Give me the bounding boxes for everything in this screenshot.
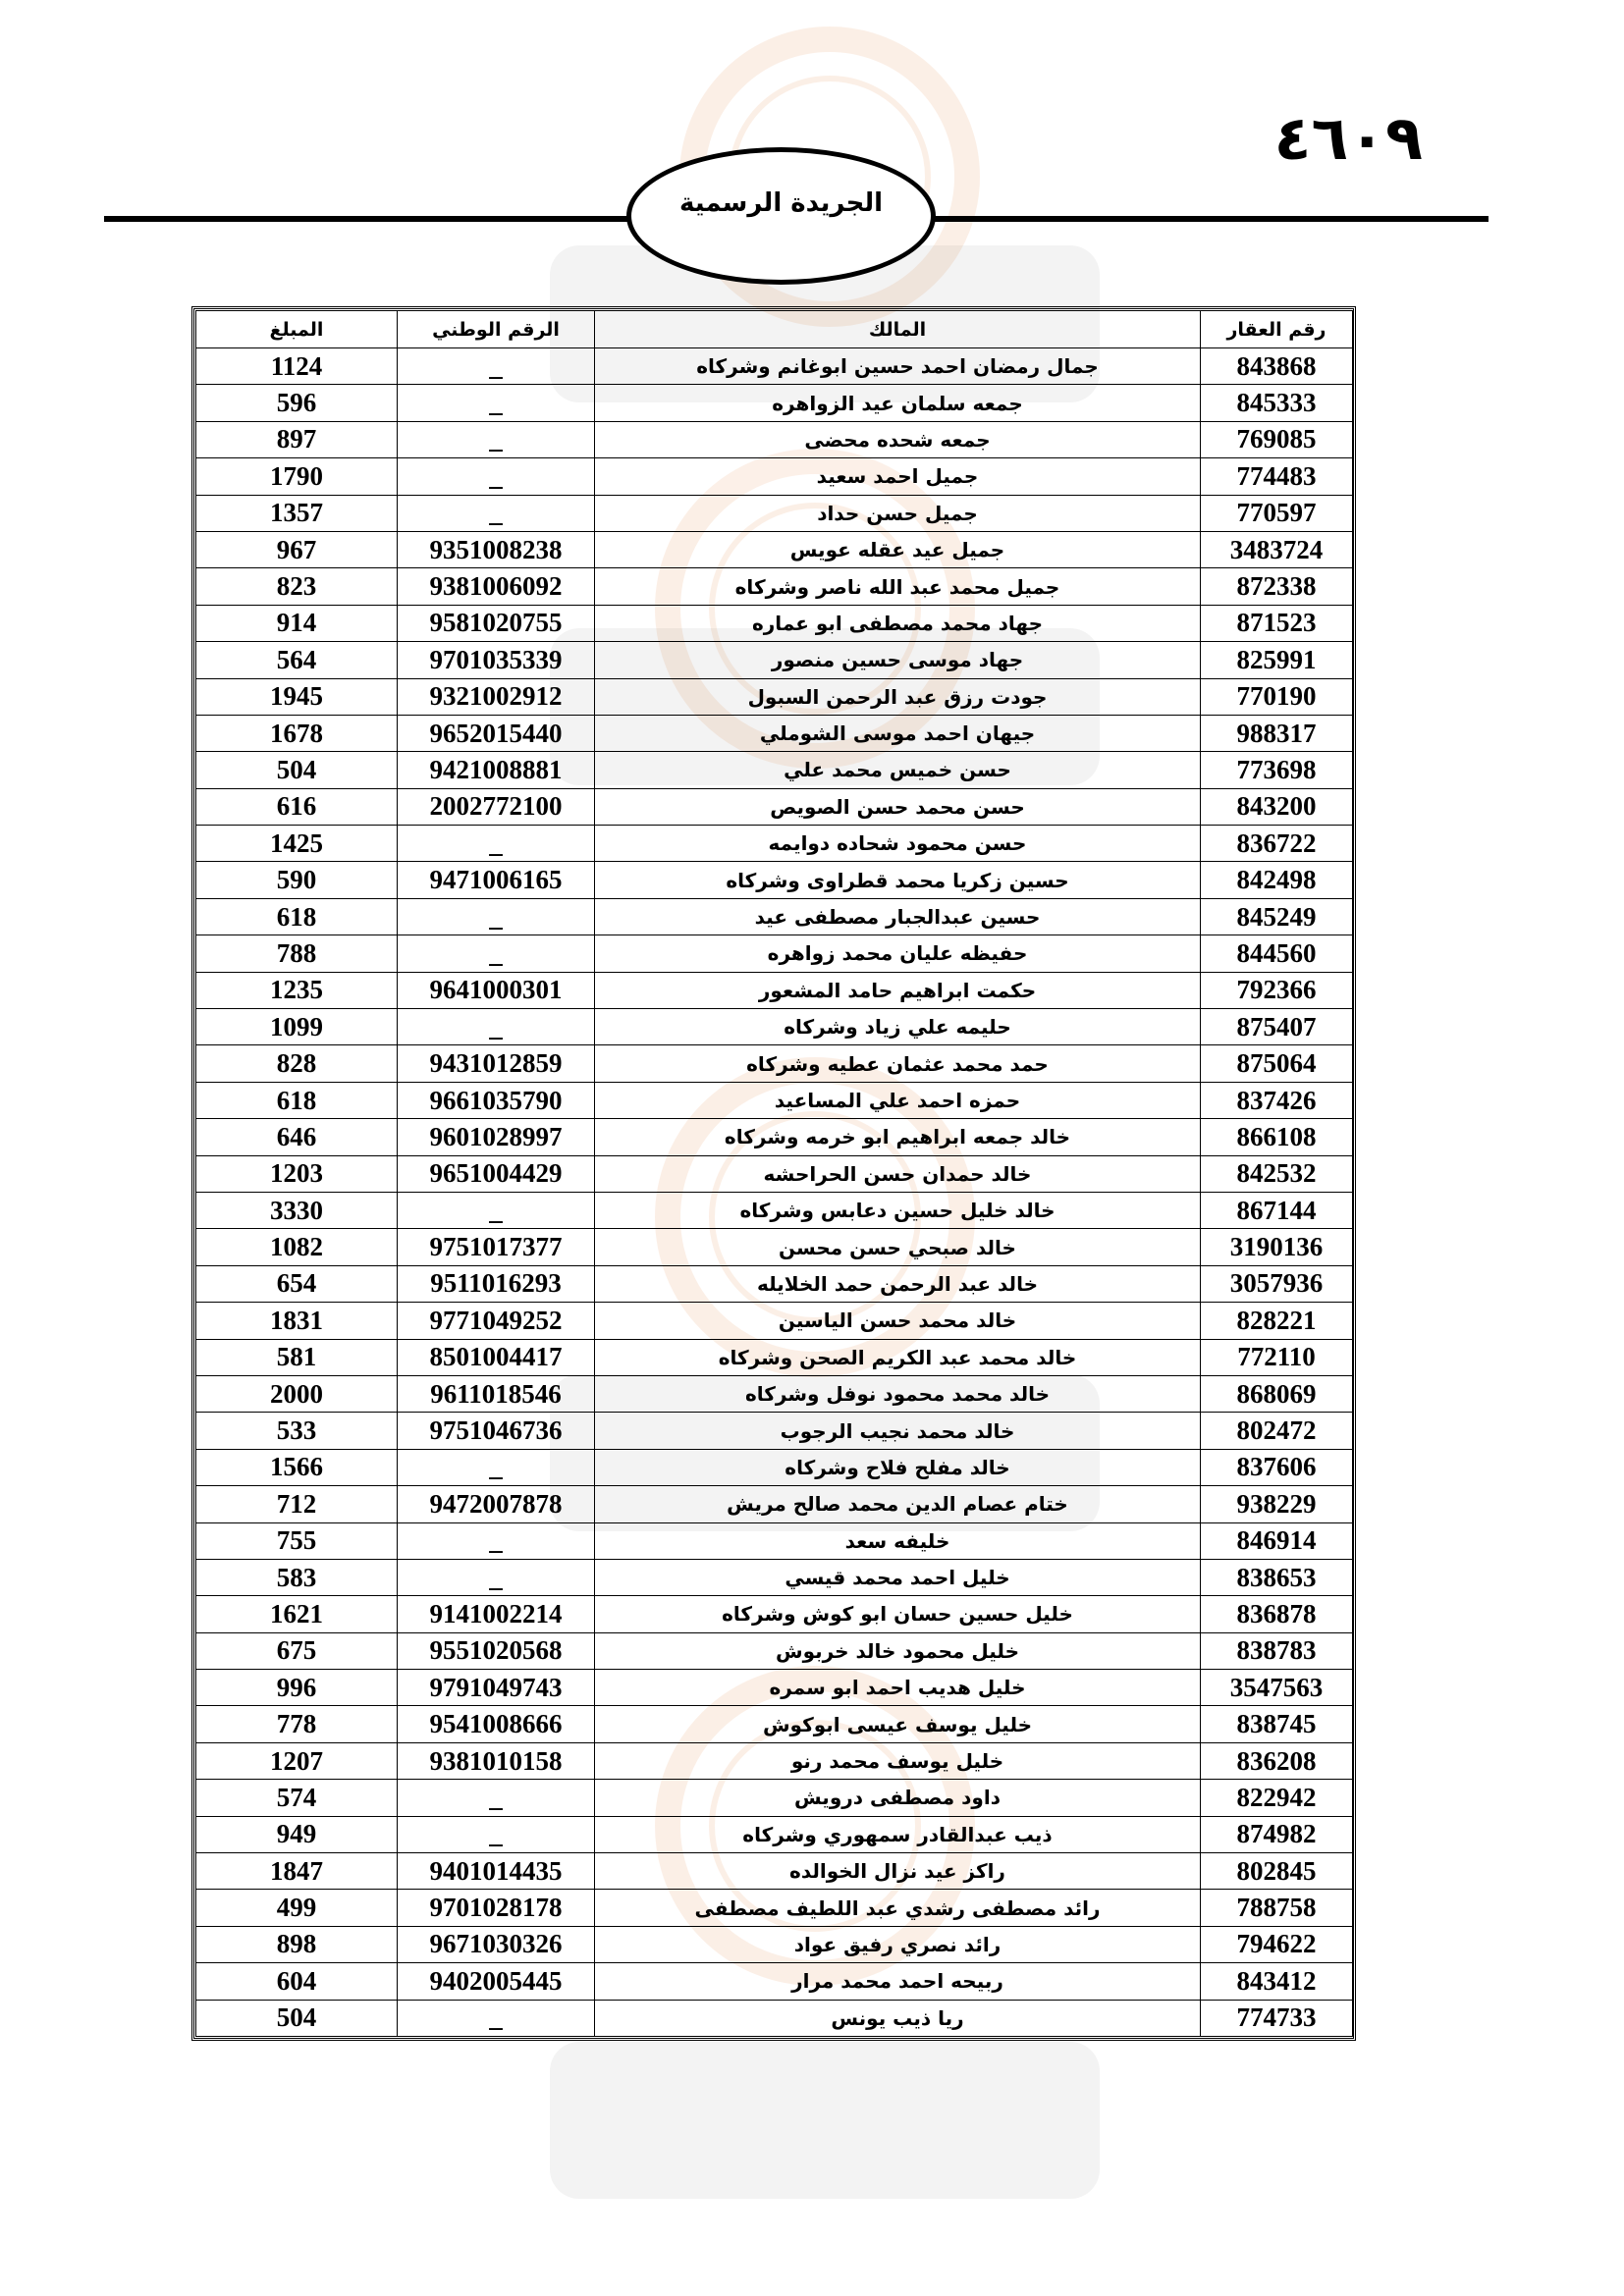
national-id-cell: 9701028178 xyxy=(398,1890,595,1926)
amount-cell: 1099 xyxy=(196,1009,398,1045)
property-number-cell: 836878 xyxy=(1201,1596,1353,1632)
table-row xyxy=(196,1890,1353,1926)
table-row xyxy=(196,1155,1353,1192)
owner-cell: جميل محمد عبد الله ناصر وشركاه xyxy=(595,568,1201,605)
table-row xyxy=(196,1780,1353,1816)
table-row xyxy=(196,972,1353,1008)
table-row xyxy=(196,1963,1353,2000)
national-id-cell: 9381010158 xyxy=(398,1742,595,1779)
table-row xyxy=(196,1082,1353,1118)
national-id-cell: 9402005445 xyxy=(398,1963,595,2000)
amount-cell: 1124 xyxy=(196,348,398,385)
amount-cell: 778 xyxy=(196,1706,398,1742)
amount-cell: 788 xyxy=(196,935,398,972)
table-row xyxy=(196,678,1353,715)
header-oval xyxy=(626,147,936,285)
property-number-cell: 871523 xyxy=(1201,605,1353,641)
national-id-cell: _ xyxy=(398,1009,595,1045)
national-id-cell: 9652015440 xyxy=(398,715,595,751)
amount-cell: 1203 xyxy=(196,1155,398,1192)
table-row xyxy=(196,1670,1353,1706)
national-id-cell: _ xyxy=(398,898,595,934)
table-row xyxy=(196,1596,1353,1632)
table-row xyxy=(196,752,1353,788)
owner-cell: خالد خليل حسين دعابس وشركاه xyxy=(595,1192,1201,1228)
table-row xyxy=(196,788,1353,825)
table-row xyxy=(196,826,1353,862)
amount-cell: 581 xyxy=(196,1339,398,1375)
national-id-cell: _ xyxy=(398,935,595,972)
owner-cell: خليل هديب احمد ابو سمره xyxy=(595,1670,1201,1706)
table-row xyxy=(196,1486,1353,1522)
owners-table-frame xyxy=(191,306,1356,2041)
table-row xyxy=(196,1045,1353,1082)
owner-cell: جهاد محمد مصطفى ابو عماره xyxy=(595,605,1201,641)
table-row xyxy=(196,1375,1353,1412)
property-number-cell: 838653 xyxy=(1201,1559,1353,1595)
owner-cell: رائد مصطفى رشدي عبد اللطيف مصطفى xyxy=(595,1890,1201,1926)
property-number-cell: 836208 xyxy=(1201,1742,1353,1779)
amount-cell: 499 xyxy=(196,1890,398,1926)
property-number-cell: 843412 xyxy=(1201,1963,1353,2000)
amount-cell: 533 xyxy=(196,1413,398,1449)
table-row xyxy=(196,495,1353,531)
table-row xyxy=(196,1706,1353,1742)
amount-cell: 1790 xyxy=(196,458,398,495)
national-id-cell: _ xyxy=(398,348,595,385)
owner-cell: ريا ذيب يونس xyxy=(595,2000,1201,2036)
property-number-cell: 875407 xyxy=(1201,1009,1353,1045)
property-number-cell: 802472 xyxy=(1201,1413,1353,1449)
amount-cell: 828 xyxy=(196,1045,398,1082)
owner-cell: داود مصطفى درويش xyxy=(595,1780,1201,1816)
amount-cell: 1357 xyxy=(196,495,398,531)
property-number-cell: 842532 xyxy=(1201,1155,1353,1192)
owner-cell: خليل يوسف عيسى ابوكوش xyxy=(595,1706,1201,1742)
property-number-cell: 842498 xyxy=(1201,862,1353,898)
owner-cell: ربيحه احمد محمد مرار xyxy=(595,1963,1201,2000)
property-number-cell: 837606 xyxy=(1201,1449,1353,1485)
property-number-cell: 843868 xyxy=(1201,348,1353,385)
national-id-cell: 9421008881 xyxy=(398,752,595,788)
table-row xyxy=(196,1339,1353,1375)
property-number-cell: 868069 xyxy=(1201,1375,1353,1412)
national-id-cell: _ xyxy=(398,385,595,421)
page-number: ٤٦٠٩ xyxy=(1273,102,1423,174)
owner-cell: حسن محمد حسن الصويص xyxy=(595,788,1201,825)
amount-cell: 755 xyxy=(196,1522,398,1559)
amount-cell: 898 xyxy=(196,1926,398,1962)
national-id-cell: 8501004417 xyxy=(398,1339,595,1375)
property-number-cell: 837426 xyxy=(1201,1082,1353,1118)
amount-cell: 504 xyxy=(196,2000,398,2036)
property-number-cell: 845249 xyxy=(1201,898,1353,934)
property-number-cell: 3057936 xyxy=(1201,1265,1353,1302)
amount-cell: 564 xyxy=(196,642,398,678)
owners-table xyxy=(195,310,1353,2037)
amount-cell: 1621 xyxy=(196,1596,398,1632)
owner-cell: خليل محمود خالد خربوش xyxy=(595,1632,1201,1669)
amount-cell: 616 xyxy=(196,788,398,825)
owner-cell: حمد محمد عثمان عطيه وشركاه xyxy=(595,1045,1201,1082)
property-number-cell: 838783 xyxy=(1201,1632,1353,1669)
table-row xyxy=(196,1522,1353,1559)
amount-cell: 897 xyxy=(196,421,398,457)
national-id-cell: 9471006165 xyxy=(398,862,595,898)
national-id-cell: 9472007878 xyxy=(398,1486,595,1522)
owner-cell: جمال رمضان احمد حسين ابوغانم وشركاه xyxy=(595,348,1201,385)
owner-cell: خليل حسين حسان ابو كوش وشركاه xyxy=(595,1596,1201,1632)
amount-cell: 618 xyxy=(196,898,398,934)
table-row xyxy=(196,1192,1353,1228)
owner-cell: خالد حمدان حسن الحراحشه xyxy=(595,1155,1201,1192)
table-row xyxy=(196,2000,1353,2036)
property-number-cell: 792366 xyxy=(1201,972,1353,1008)
property-number-cell: 845333 xyxy=(1201,385,1353,421)
table-header-row xyxy=(196,311,1353,348)
property-number-cell: 836722 xyxy=(1201,826,1353,862)
property-number-cell: 794622 xyxy=(1201,1926,1353,1962)
table-row xyxy=(196,1449,1353,1485)
property-number-cell: 875064 xyxy=(1201,1045,1353,1082)
property-number-cell: 3483724 xyxy=(1201,531,1353,567)
table-row xyxy=(196,458,1353,495)
owner-cell: جمعه سلمان عيد الزواهره xyxy=(595,385,1201,421)
national-id-cell: 9751046736 xyxy=(398,1413,595,1449)
national-id-cell: 9641000301 xyxy=(398,972,595,1008)
national-id-cell: _ xyxy=(398,2000,595,2036)
table-row xyxy=(196,1265,1353,1302)
amount-cell: 967 xyxy=(196,531,398,567)
national-id-cell: 9541008666 xyxy=(398,1706,595,1742)
amount-cell: 914 xyxy=(196,605,398,641)
national-id-cell: 9771049252 xyxy=(398,1303,595,1339)
national-id-cell: 9431012859 xyxy=(398,1045,595,1082)
property-number-cell: 867144 xyxy=(1201,1192,1353,1228)
amount-cell: 996 xyxy=(196,1670,398,1706)
national-id-cell: 9651004429 xyxy=(398,1155,595,1192)
owner-cell: خليل احمد محمد قيسي xyxy=(595,1559,1201,1595)
owner-cell: خالد محمد محمود نوفل وشركاه xyxy=(595,1375,1201,1412)
column-header-amount: المبلغ xyxy=(196,311,398,348)
table-row xyxy=(196,1009,1353,1045)
property-number-cell: 772110 xyxy=(1201,1339,1353,1375)
table-row xyxy=(196,385,1353,421)
owner-cell: رائد نصري رفيق عواد xyxy=(595,1926,1201,1962)
national-id-cell: 9601028997 xyxy=(398,1119,595,1155)
property-number-cell: 988317 xyxy=(1201,715,1353,751)
table-row xyxy=(196,935,1353,972)
property-number-cell: 774483 xyxy=(1201,458,1353,495)
amount-cell: 618 xyxy=(196,1082,398,1118)
amount-cell: 1678 xyxy=(196,715,398,751)
property-number-cell: 773698 xyxy=(1201,752,1353,788)
national-id-cell: 9351008238 xyxy=(398,531,595,567)
amount-cell: 1207 xyxy=(196,1742,398,1779)
gazette-title: الجريدة الرسمية xyxy=(679,188,883,218)
owner-cell: خالد محمد حسن الياسين xyxy=(595,1303,1201,1339)
table-row xyxy=(196,1413,1353,1449)
owner-cell: حكمت ابراهيم حامد المشعور xyxy=(595,972,1201,1008)
national-id-cell: 9611018546 xyxy=(398,1375,595,1412)
owner-cell: حسن محمود شحاده دوايمه xyxy=(595,826,1201,862)
national-id-cell: _ xyxy=(398,1192,595,1228)
owner-cell: خالد صبحي حسن محسن xyxy=(595,1229,1201,1265)
amount-cell: 1425 xyxy=(196,826,398,862)
property-number-cell: 874982 xyxy=(1201,1816,1353,1852)
owner-cell: خالد عبد الرحمن حمد الخلايله xyxy=(595,1265,1201,1302)
property-number-cell: 822942 xyxy=(1201,1780,1353,1816)
column-header-property: رقم العقار xyxy=(1201,311,1353,348)
amount-cell: 1831 xyxy=(196,1303,398,1339)
owner-cell: حفيظه عليان محمد زواهره xyxy=(595,935,1201,972)
owner-cell: حليمه علي زياد وشركاه xyxy=(595,1009,1201,1045)
table-row xyxy=(196,1816,1353,1852)
property-number-cell: 938229 xyxy=(1201,1486,1353,1522)
national-id-cell: 9321002912 xyxy=(398,678,595,715)
owner-cell: خالد محمد نجيب الرجوب xyxy=(595,1413,1201,1449)
property-number-cell: 843200 xyxy=(1201,788,1353,825)
table-row xyxy=(196,1632,1353,1669)
national-id-cell: 9551020568 xyxy=(398,1632,595,1669)
owner-cell: جودت رزق عبد الرحمن السبول xyxy=(595,678,1201,715)
owner-cell: راكز عيد نزال الخوالده xyxy=(595,1853,1201,1890)
property-number-cell: 774733 xyxy=(1201,2000,1353,2036)
owner-cell: خالد محمد عبد الكريم الصحن وشركاه xyxy=(595,1339,1201,1375)
national-id-cell: 2002772100 xyxy=(398,788,595,825)
amount-cell: 675 xyxy=(196,1632,398,1669)
national-id-cell: 9381006092 xyxy=(398,568,595,605)
table-row xyxy=(196,1119,1353,1155)
column-header-owner: المالك xyxy=(595,311,1201,348)
property-number-cell: 788758 xyxy=(1201,1890,1353,1926)
national-id-cell: 9141002214 xyxy=(398,1596,595,1632)
owner-cell: ختام عصام الدين محمد صالح مريش xyxy=(595,1486,1201,1522)
owner-cell: حسين عبدالجبار مصطفى عيد xyxy=(595,898,1201,934)
table-row xyxy=(196,862,1353,898)
table-row xyxy=(196,348,1353,385)
amount-cell: 1235 xyxy=(196,972,398,1008)
national-id-cell: 9701035339 xyxy=(398,642,595,678)
owner-cell: حسن خميس محمد علي xyxy=(595,752,1201,788)
property-number-cell: 802845 xyxy=(1201,1853,1353,1890)
table-row xyxy=(196,898,1353,934)
owner-cell: جمعه شحده محضى xyxy=(595,421,1201,457)
table-row xyxy=(196,1926,1353,1962)
amount-cell: 583 xyxy=(196,1559,398,1595)
amount-cell: 590 xyxy=(196,862,398,898)
property-number-cell: 770190 xyxy=(1201,678,1353,715)
amount-cell: 1945 xyxy=(196,678,398,715)
owner-cell: خالد مفلح فلاح وشركاه xyxy=(595,1449,1201,1485)
table-row xyxy=(196,1853,1353,1890)
property-number-cell: 825991 xyxy=(1201,642,1353,678)
national-id-cell: _ xyxy=(398,1449,595,1485)
table-row xyxy=(196,1559,1353,1595)
table-row xyxy=(196,531,1353,567)
owner-cell: خليفه سعد xyxy=(595,1522,1201,1559)
national-id-cell: _ xyxy=(398,1559,595,1595)
amount-cell: 949 xyxy=(196,1816,398,1852)
owner-cell: جيهان احمد موسى الشوملي xyxy=(595,715,1201,751)
table-row xyxy=(196,1742,1353,1779)
amount-cell: 1566 xyxy=(196,1449,398,1485)
owner-cell: خليل يوسف محمد رنو xyxy=(595,1742,1201,1779)
table-row xyxy=(196,1229,1353,1265)
property-number-cell: 770597 xyxy=(1201,495,1353,531)
owner-cell: جهاد موسى حسين منصور xyxy=(595,642,1201,678)
table-row xyxy=(196,642,1353,678)
property-number-cell: 872338 xyxy=(1201,568,1353,605)
table-row xyxy=(196,605,1353,641)
amount-cell: 574 xyxy=(196,1780,398,1816)
property-number-cell: 844560 xyxy=(1201,935,1353,972)
property-number-cell: 866108 xyxy=(1201,1119,1353,1155)
owner-cell: جميل حسن حداد xyxy=(595,495,1201,531)
table-row xyxy=(196,568,1353,605)
amount-cell: 646 xyxy=(196,1119,398,1155)
national-id-cell: 9401014435 xyxy=(398,1853,595,1890)
owner-cell: جميل عيد عقله عويس xyxy=(595,531,1201,567)
property-number-cell: 846914 xyxy=(1201,1522,1353,1559)
owner-cell: حمزه احمد علي المساعيد xyxy=(595,1082,1201,1118)
owner-cell: خالد جمعه ابراهيم ابو خرمه وشركاه xyxy=(595,1119,1201,1155)
table-row xyxy=(196,715,1353,751)
national-id-cell: _ xyxy=(398,1780,595,1816)
property-number-cell: 3190136 xyxy=(1201,1229,1353,1265)
owner-cell: حسين زكريا محمد قطراوى وشركاه xyxy=(595,862,1201,898)
national-id-cell: 9751017377 xyxy=(398,1229,595,1265)
national-id-cell: 9511016293 xyxy=(398,1265,595,1302)
national-id-cell: _ xyxy=(398,826,595,862)
property-number-cell: 3547563 xyxy=(1201,1670,1353,1706)
national-id-cell: 9581020755 xyxy=(398,605,595,641)
amount-cell: 2000 xyxy=(196,1375,398,1412)
owner-cell: ذيب عبدالقادر سمهوري وشركاه xyxy=(595,1816,1201,1852)
national-id-cell: _ xyxy=(398,495,595,531)
amount-cell: 1847 xyxy=(196,1853,398,1890)
amount-cell: 823 xyxy=(196,568,398,605)
amount-cell: 604 xyxy=(196,1963,398,2000)
amount-cell: 1082 xyxy=(196,1229,398,1265)
amount-cell: 712 xyxy=(196,1486,398,1522)
national-id-cell: _ xyxy=(398,1522,595,1559)
amount-cell: 3330 xyxy=(196,1192,398,1228)
property-number-cell: 838745 xyxy=(1201,1706,1353,1742)
national-id-cell: 9791049743 xyxy=(398,1670,595,1706)
national-id-cell: 9661035790 xyxy=(398,1082,595,1118)
national-id-cell: _ xyxy=(398,458,595,495)
amount-cell: 654 xyxy=(196,1265,398,1302)
national-id-cell: 9671030326 xyxy=(398,1926,595,1962)
amount-cell: 504 xyxy=(196,752,398,788)
amount-cell: 596 xyxy=(196,385,398,421)
national-id-cell: _ xyxy=(398,421,595,457)
national-id-cell: _ xyxy=(398,1816,595,1852)
column-header-national-id: الرقم الوطني xyxy=(398,311,595,348)
table-row xyxy=(196,421,1353,457)
table-row xyxy=(196,1303,1353,1339)
owner-cell: جميل احمد سعيد xyxy=(595,458,1201,495)
property-number-cell: 828221 xyxy=(1201,1303,1353,1339)
property-number-cell: 769085 xyxy=(1201,421,1353,457)
